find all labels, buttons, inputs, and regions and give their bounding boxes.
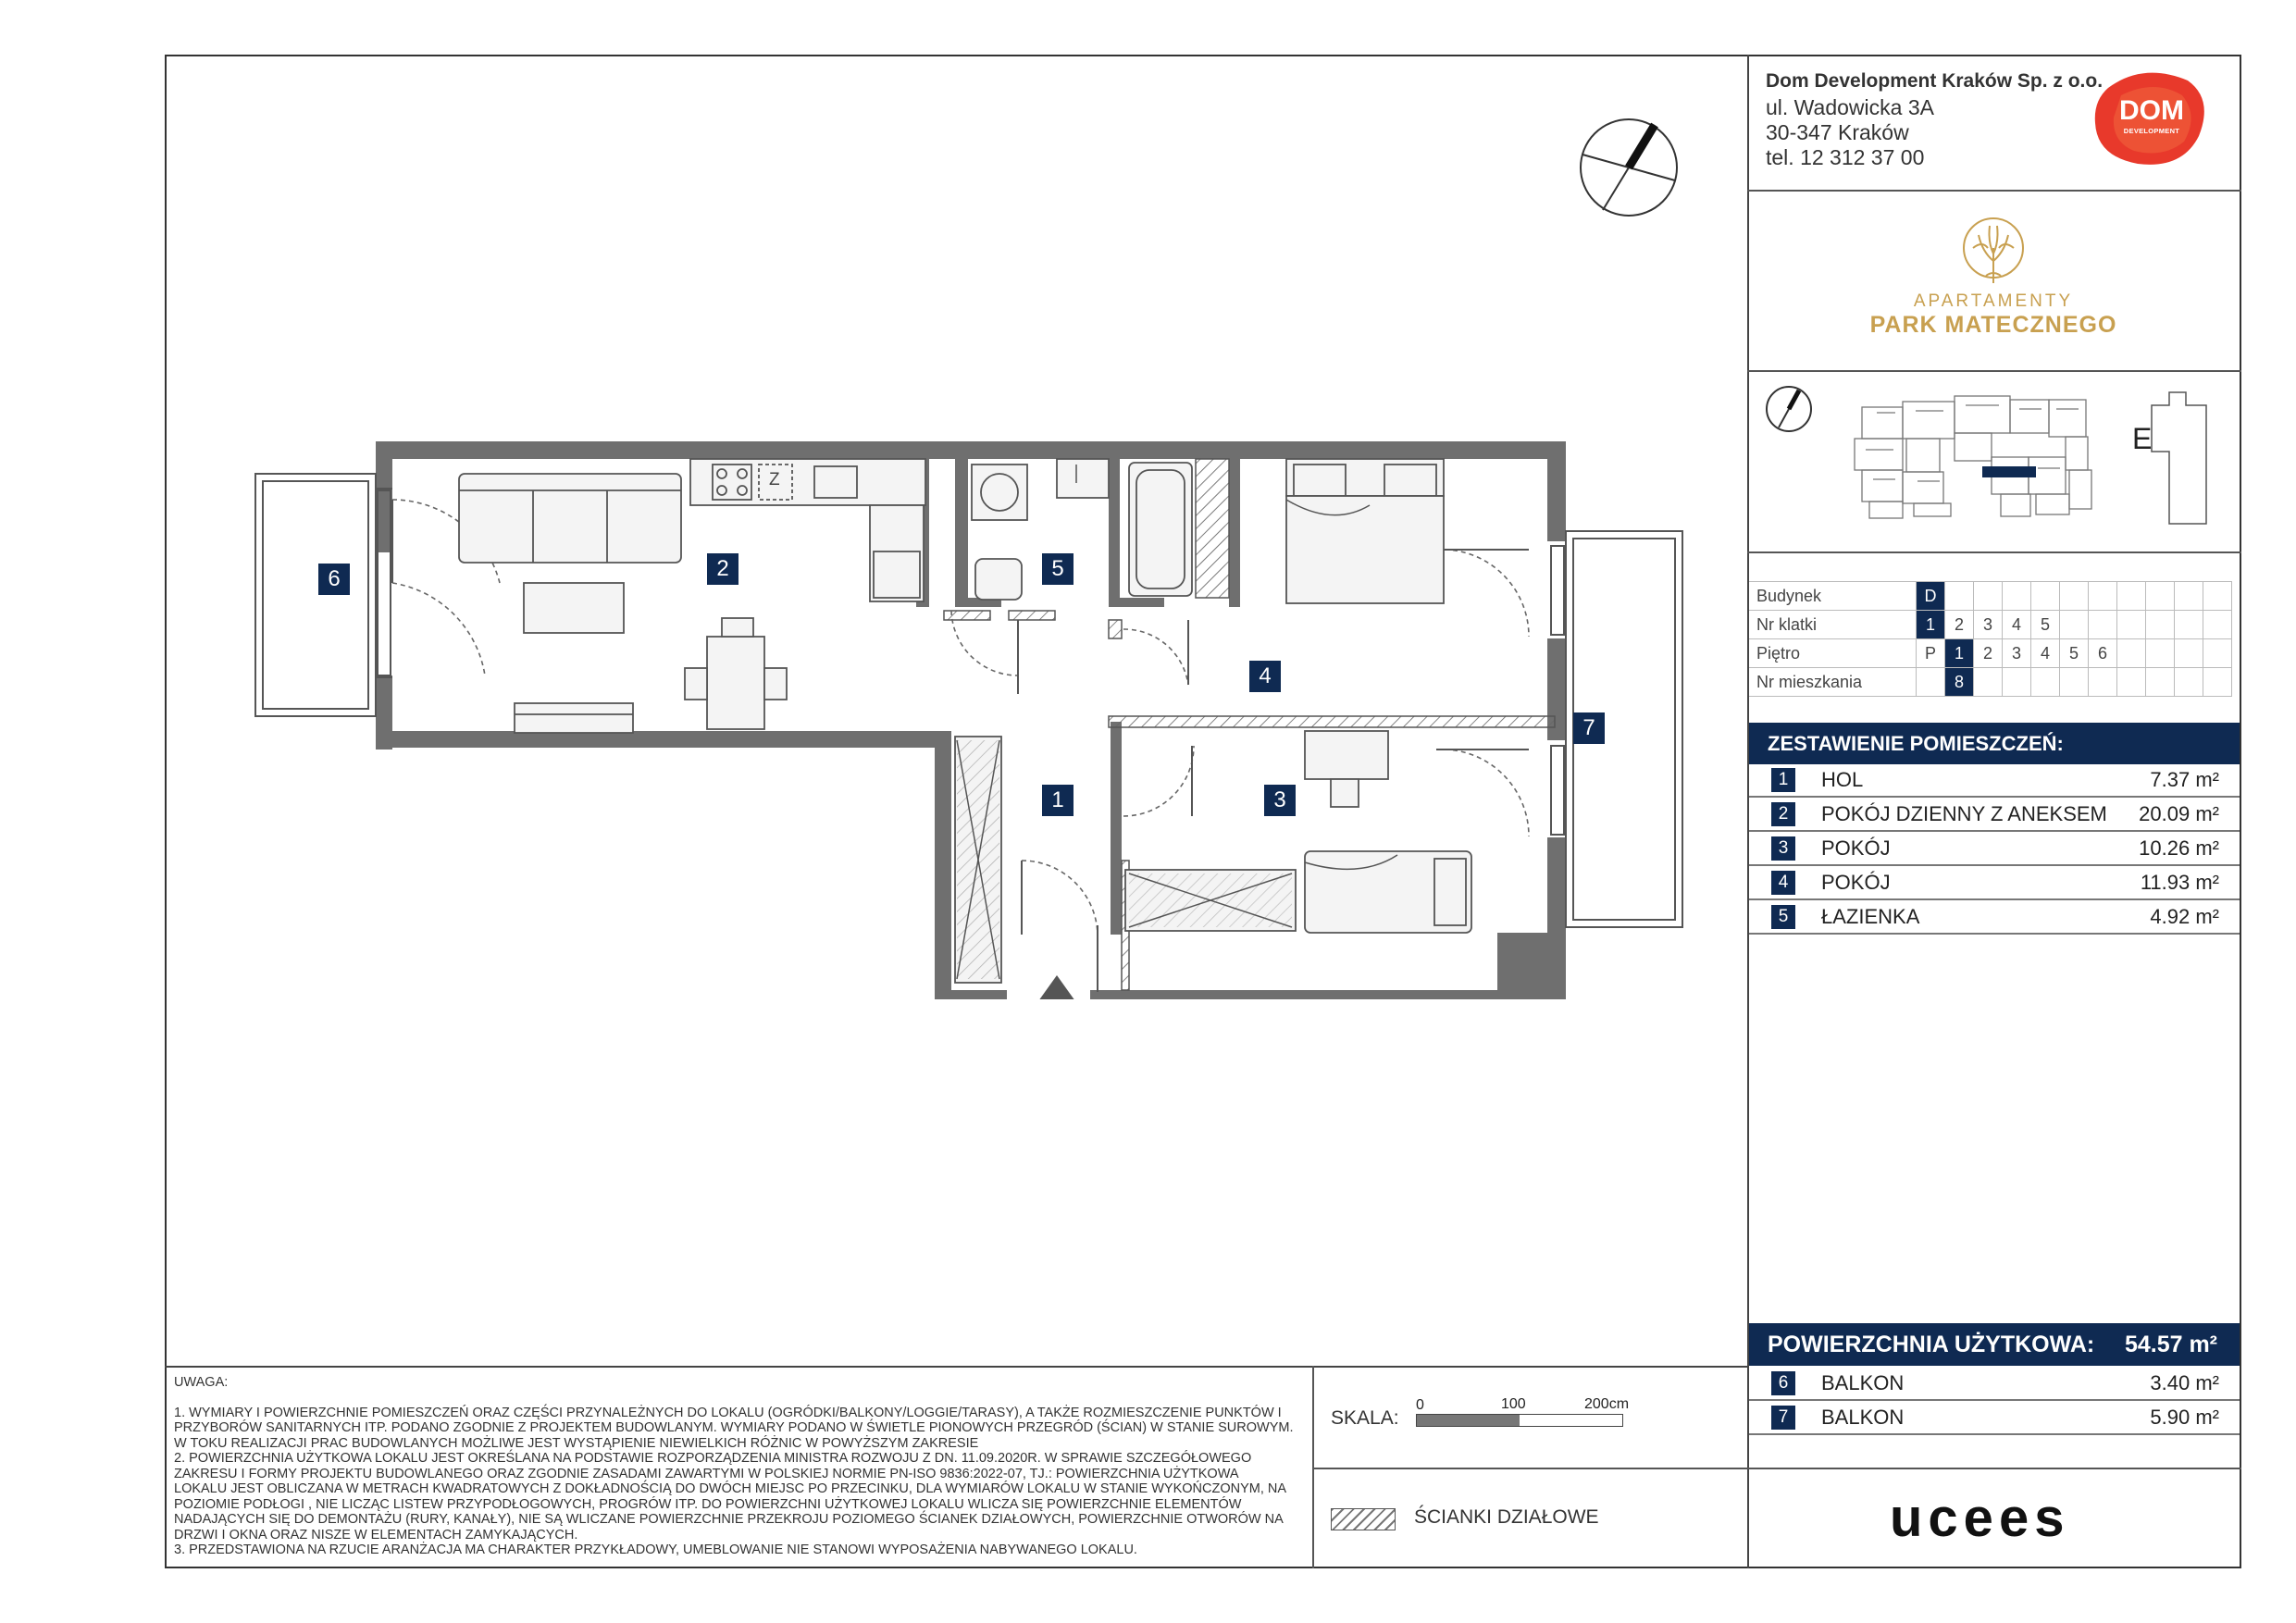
key-plan-building-label: E bbox=[2132, 422, 2153, 455]
total-area-bar bbox=[1749, 1323, 2240, 1366]
selector-cell bbox=[1945, 582, 1974, 611]
project-name-line2: PARK MATECZNEGO bbox=[1869, 312, 2117, 338]
plan-label-5: 5 bbox=[1042, 553, 1074, 585]
selector-cell: 4 bbox=[2003, 611, 2031, 639]
room-row bbox=[1749, 1402, 2240, 1435]
scale-bar bbox=[1416, 1414, 1623, 1427]
selector-cell: 3 bbox=[2003, 639, 2031, 668]
logo-text-dom: DOM bbox=[2119, 95, 2184, 126]
selector-cell bbox=[2175, 611, 2203, 639]
selector-cell bbox=[2203, 582, 2232, 611]
selector-cell bbox=[2089, 668, 2117, 697]
ucees-logo-text: ucees bbox=[1890, 1488, 2070, 1548]
plan-label-2: 2 bbox=[707, 553, 738, 585]
selector-cell: 2 bbox=[1945, 611, 1974, 639]
selector-cell bbox=[2117, 668, 2146, 697]
selector-cell bbox=[2003, 582, 2031, 611]
selector-cell bbox=[2089, 582, 2117, 611]
company-name: Dom Development Kraków Sp. z o.o. bbox=[1766, 70, 2104, 92]
selector-cell: 8 bbox=[1945, 668, 1974, 697]
plan-label-4: 4 bbox=[1249, 661, 1281, 692]
room-name: BALKON bbox=[1821, 1406, 1905, 1429]
selector-cell bbox=[2031, 582, 2060, 611]
room-name: ŁAZIENKA bbox=[1821, 905, 1920, 928]
ucees-logo bbox=[1890, 1488, 2070, 1548]
room-name: BALKON bbox=[1821, 1371, 1905, 1394]
room-area: 10.26 m² bbox=[2139, 836, 2219, 860]
selector-cell bbox=[2175, 582, 2203, 611]
room-area: 11.93 m² bbox=[2140, 871, 2219, 894]
key-plan bbox=[1758, 379, 2230, 546]
selector-cell bbox=[2203, 639, 2232, 668]
plan-label-6: 6 bbox=[318, 564, 350, 595]
selector-cell bbox=[1974, 668, 2003, 697]
note-2: 2. POWIERZCHNIA UŻYTKOWA LOKALU JEST OKREŚLANA NA PODSTAWIE ROZPORZĄDZENIA MINISTRA ROZWOJU Z DN. 11.09.2020R. W SPRAWIE SZCZEGÓŁOWEGO ZAKRESU I FORMY PROJEKTU BUDOWLANEGO ORAZ ZGODNIE ZASADAMI ZAWARTYMI W POLSKIEJ NORMIE PN-ISO 9836:2022-07, TJ.: POWIERZCHNIA UŻYTKOWA LOKALU JEST OBLICZANA W METRACH KWADRATOWYCH Z DOKŁADNOŚCIĄ DO DWÓCH MIEJSC PO PRZECINKU, DLA WYMIARÓW LOKALU W STANIE WYKOŃCZONYM, NA POZIOMIE PODŁOGI , NIE LICZĄC LISTEW PRZYPODŁOGOWYCH, PROGRÓW ITP. DO POWIERZCHNI UŻYTKOWEJ LOKALU WLICZA SIĘ POWIERZCHNIE ELEMENTÓW NADAJĄCYCH SIĘ DO DEMONTAŻU (RURY, KANAŁY), NIE SĄ WLICZANE POWIERZCHNIE PRZEKROJU POZIOMEGO ŚCIANEK DZIAŁOWYCH, POWIERZCHNIE OTWORÓW NA DRZWI I OKNA ORAZ NISZE W ELEMENTACH ZAMYKAJĄCYCH. bbox=[174, 1451, 1286, 1542]
selector-cell: 1 bbox=[1945, 639, 1974, 668]
dom-development-logo bbox=[2090, 68, 2212, 171]
scale-tick-100: 100 bbox=[1501, 1396, 1526, 1412]
selector-cell bbox=[2060, 582, 2089, 611]
selector-cell bbox=[2203, 668, 2232, 697]
project-logo-tree bbox=[1960, 215, 2027, 289]
scale-tick-200: 200cm bbox=[1584, 1396, 1630, 1412]
room-area: 20.09 m² bbox=[2139, 802, 2219, 825]
scale-tick-0: 0 bbox=[1416, 1397, 1424, 1413]
company-city: 30-347 Kraków bbox=[1766, 120, 1909, 144]
selector-cell bbox=[2146, 611, 2175, 639]
selector-cell bbox=[2175, 639, 2203, 668]
header-divider-3 bbox=[1747, 551, 2241, 553]
selector-cell: 5 bbox=[2031, 611, 2060, 639]
selector-row bbox=[1749, 582, 2232, 611]
room-name: HOL bbox=[1821, 768, 1864, 791]
total-area-label: POWIERZCHNIA UŻYTKOWA: bbox=[1768, 1331, 2095, 1357]
selector-cell: 6 bbox=[2089, 639, 2117, 668]
notes-title: UWAGA: bbox=[174, 1375, 229, 1390]
selector-cell bbox=[2117, 611, 2146, 639]
selector-row bbox=[1749, 639, 2232, 668]
room-row bbox=[1749, 764, 2240, 798]
selector-row-label: Nr klatki bbox=[1749, 611, 1917, 639]
selector-cell bbox=[2146, 668, 2175, 697]
plan-label-3: 3 bbox=[1264, 785, 1296, 816]
room-number: 1 bbox=[1771, 768, 1795, 792]
room-row bbox=[1749, 833, 2240, 866]
room-number: 2 bbox=[1771, 802, 1795, 826]
fridge-label: Z bbox=[769, 470, 780, 489]
logo-divider bbox=[1747, 1468, 2241, 1469]
room-name: POKÓJ bbox=[1821, 836, 1891, 860]
unit-selector-grid bbox=[1749, 581, 2232, 697]
selector-cell bbox=[1974, 582, 2003, 611]
selector-row-label: Piętro bbox=[1749, 639, 1917, 668]
partition-legend-swatch bbox=[1331, 1508, 1396, 1530]
selector-row bbox=[1749, 611, 2232, 639]
room-area: 4.92 m² bbox=[2150, 905, 2219, 928]
selector-cell: P bbox=[1917, 639, 1945, 668]
selector-cell bbox=[2117, 639, 2146, 668]
room-number: 3 bbox=[1771, 836, 1795, 861]
selector-cell bbox=[2146, 639, 2175, 668]
header-divider-2 bbox=[1747, 370, 2241, 372]
room-area: 5.90 m² bbox=[2150, 1406, 2219, 1429]
notes-block bbox=[174, 1375, 1294, 1558]
selector-row-label: Nr mieszkania bbox=[1749, 668, 1917, 697]
room-row bbox=[1749, 799, 2240, 832]
room-row bbox=[1749, 901, 2240, 935]
plan-label-1: 1 bbox=[1042, 785, 1074, 816]
selector-cell bbox=[1917, 668, 1945, 697]
room-name: POKÓJ bbox=[1821, 871, 1891, 894]
room-row bbox=[1749, 1368, 2240, 1401]
room-number: 4 bbox=[1771, 871, 1795, 895]
selector-cell: 2 bbox=[1974, 639, 2003, 668]
room-name: POKÓJ DZIENNY Z ANEKSEM bbox=[1821, 802, 2107, 825]
partition-legend-label: ŚCIANKI DZIAŁOWE bbox=[1414, 1506, 1599, 1528]
note-3: 3. PRZEDSTAWIONA NA RZUCIE ARANŻACJA MA CHARAKTER PRZYKŁADOWY, UMEBLOWANIE NIE STANOWI WYPOSAŻENIA NABYWANEGO LOKALU. bbox=[174, 1542, 1137, 1557]
selector-cell: 4 bbox=[2031, 639, 2060, 668]
room-row bbox=[1749, 867, 2240, 900]
header-divider-1 bbox=[1747, 190, 2241, 192]
selector-cell bbox=[2060, 611, 2089, 639]
selector-row bbox=[1749, 668, 2232, 697]
selector-cell bbox=[2117, 582, 2146, 611]
selector-row-label: Budynek bbox=[1749, 582, 1917, 611]
selector-cell: D bbox=[1917, 582, 1945, 611]
note-1: 1. WYMIARY I POWIERZCHNIE POMIESZCZEŃ ORAZ CZĘŚCI PRZYNALEŻNYCH DO LOKALU (OGRÓDKI/BALKONY/LOGGIE/TARASY), A TAKŻE ROZMIESZCZENIE PUNKTÓW I PRZYBORÓW SANITARNYCH ITP. PODANO ZGODNIE Z PROJEKTEM BUDOWLANYM. WYMIARY PODANO W ŚWIETLE PIONOWYCH PRZEGRÓD (ŚCIAN) W STANIE SUROWYM. W TOKU REALIZACJI PRAC BUDOWLANYCH MOŻLIWE JEST WYSTĄPIENIE NIEWIELKICH RÓŻNIC W POWYŻSZYM ZAKRESIE bbox=[174, 1405, 1294, 1451]
room-area: 3.40 m² bbox=[2150, 1371, 2219, 1394]
logo-text-development: DEVELOPMENT bbox=[2123, 127, 2180, 135]
selector-cell bbox=[2175, 668, 2203, 697]
room-number: 6 bbox=[1771, 1371, 1795, 1395]
total-area-value: 54.57 m² bbox=[2124, 1331, 2217, 1357]
rooms-header-label: ZESTAWIENIE POMIESZCZEŃ: bbox=[1768, 731, 2064, 755]
selector-cell bbox=[2089, 611, 2117, 639]
floor-plan bbox=[222, 102, 1721, 999]
rooms-header bbox=[1749, 723, 2240, 764]
room-area: 7.37 m² bbox=[2150, 768, 2219, 791]
selector-cell: 3 bbox=[1974, 611, 2003, 639]
scale-label: SKALA: bbox=[1331, 1407, 1399, 1429]
selector-cell bbox=[2003, 668, 2031, 697]
selector-cell bbox=[2146, 582, 2175, 611]
plan-label-7: 7 bbox=[1573, 712, 1605, 744]
selector-cell: 1 bbox=[1917, 611, 1945, 639]
room-number: 5 bbox=[1771, 905, 1795, 929]
notes-top-divider bbox=[165, 1366, 1749, 1368]
company-phone: tel. 12 312 37 00 bbox=[1766, 145, 1925, 169]
selector-cell bbox=[2203, 611, 2232, 639]
project-name-line1: APARTAMENTY bbox=[1913, 291, 2074, 311]
room-number: 7 bbox=[1771, 1406, 1795, 1430]
company-street: ul. Wadowicka 3A bbox=[1766, 95, 1934, 119]
selector-cell bbox=[2060, 668, 2089, 697]
selector-cell bbox=[2031, 668, 2060, 697]
scale-legend-divider bbox=[1312, 1468, 1749, 1469]
selector-cell: 5 bbox=[2060, 639, 2089, 668]
